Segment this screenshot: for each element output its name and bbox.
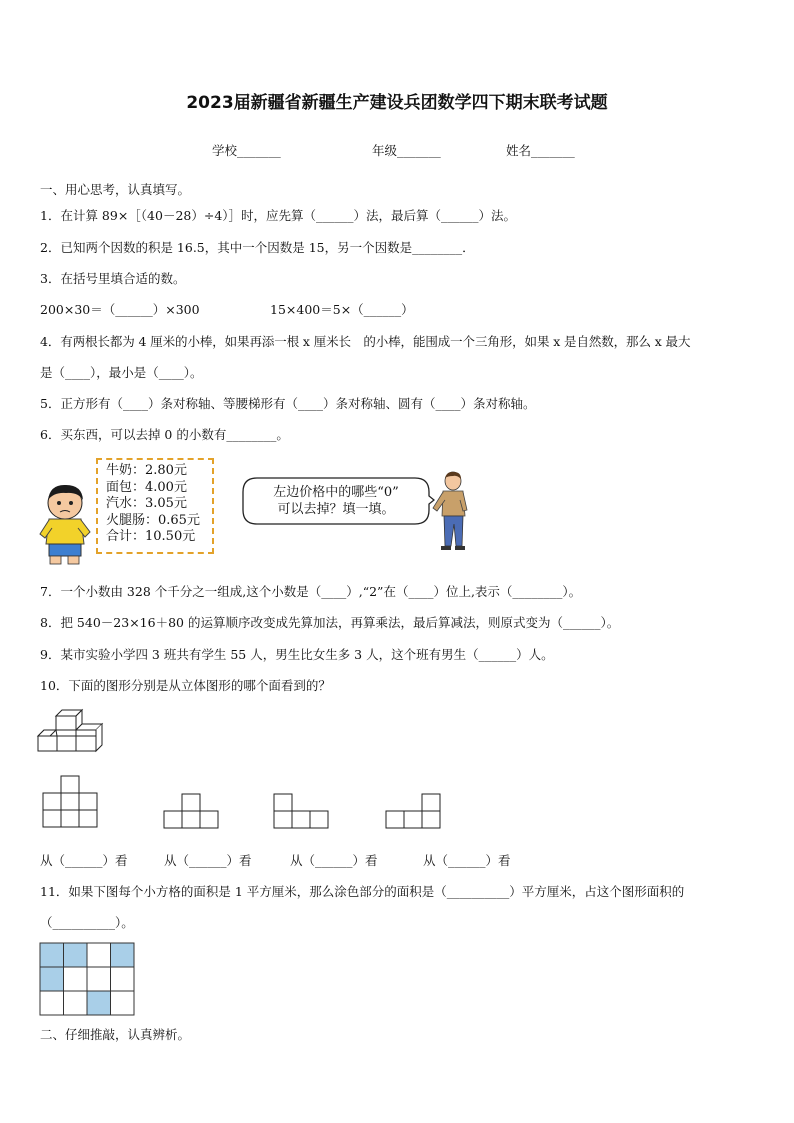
speech-line-1: 左边价格中的哪些“0”: [273, 485, 399, 500]
view-label-3: 从（______）看: [290, 853, 378, 868]
price-bread: 面包：4.00元: [106, 479, 187, 495]
question-9: 9．某市实验小学四 3 班共有学生 55 人，男生比女生多 3 人，这个班有男生（______）人。: [40, 647, 554, 662]
question-3: 3．在括号里填合适的数。: [40, 271, 186, 286]
question-11-line-2: （__________）。: [40, 915, 134, 930]
page-title: 2023届新疆省新疆生产建设兵团数学四下期末联考试题: [186, 93, 608, 113]
boy-illustration: [38, 482, 94, 568]
price-sausage: 火腿肠：0.65元: [106, 512, 200, 528]
view-shape-2: [163, 793, 219, 829]
question-4-line-1: 4．有两根长都为 4 厘米的小棒，如果再添一根 x 厘米长 的小棒，能围成一个三角形，如果 x 是自然数，那么 x 最大: [40, 334, 691, 349]
view-label-2: 从（______）看: [164, 853, 252, 868]
question-3a: 200×30＝（______）×300: [40, 302, 200, 317]
section-2-heading: 二、仔细推敲，认真辨析。: [40, 1027, 191, 1042]
view-label-1: 从（______）看: [40, 853, 128, 868]
question-5: 5．正方形有（____）条对称轴、等腰梯形有（____）条对称轴、圆有（____）条对称轴。: [40, 396, 536, 411]
question-8: 8．把 540－23×16＋80 的运算顺序改变成先算加法，再算乘法，最后算减法，则原式变为（______）。: [40, 615, 620, 630]
view-shape-3: [273, 793, 329, 829]
school-field: 学校_______: [212, 143, 281, 158]
price-milk: 牛奶：2.80元: [106, 463, 187, 478]
question-7: 7．一个小数由 328 个千分之一组成,这个小数是（____）,“2”在（____）位上,表示（________）。: [40, 584, 582, 599]
question-3b: 15×400＝5×（______）: [270, 302, 414, 317]
question-6: 6．买东西，可以去掉 0 的小数有________。: [40, 427, 289, 442]
section-1-heading: 一、用心思考，认真填写。: [40, 182, 191, 197]
question-2: 2．已知两个因数的积是 16.5，其中一个因数是 15，另一个因数是________．: [40, 240, 475, 255]
question-1: 1．在计算 89×［（40－28）÷4）］时，应先算（______）法，最后算（______）法。: [40, 208, 517, 223]
view-label-4: 从（______）看: [423, 853, 511, 868]
view-shape-4: [385, 793, 441, 829]
shaded-grid: [39, 942, 135, 1016]
name-field: 姓名_______: [506, 143, 575, 158]
question-11-line-1: 11．如果下图每个小方格的面积是 1 平方厘米，那么涂色部分的面积是（__________）平方厘米，占这个图形面积的: [40, 884, 685, 899]
speech-line-2: 可以去掉？填一填。: [277, 502, 395, 517]
question-4-line-2: 是（____），最小是（____）。: [40, 365, 203, 380]
price-list-box: [96, 458, 214, 554]
question-10: 10．下面的图形分别是从立体图形的哪个面看到的？: [40, 678, 331, 693]
man-illustration: [429, 470, 471, 552]
view-shape-1: [42, 775, 98, 829]
grade-field: 年级_______: [372, 143, 441, 158]
price-total: 合计：10.50元: [106, 529, 196, 544]
speech-text: [253, 484, 419, 518]
cube-stack-figure: [36, 707, 108, 753]
price-soda: 汽水：3.05元: [106, 496, 187, 511]
